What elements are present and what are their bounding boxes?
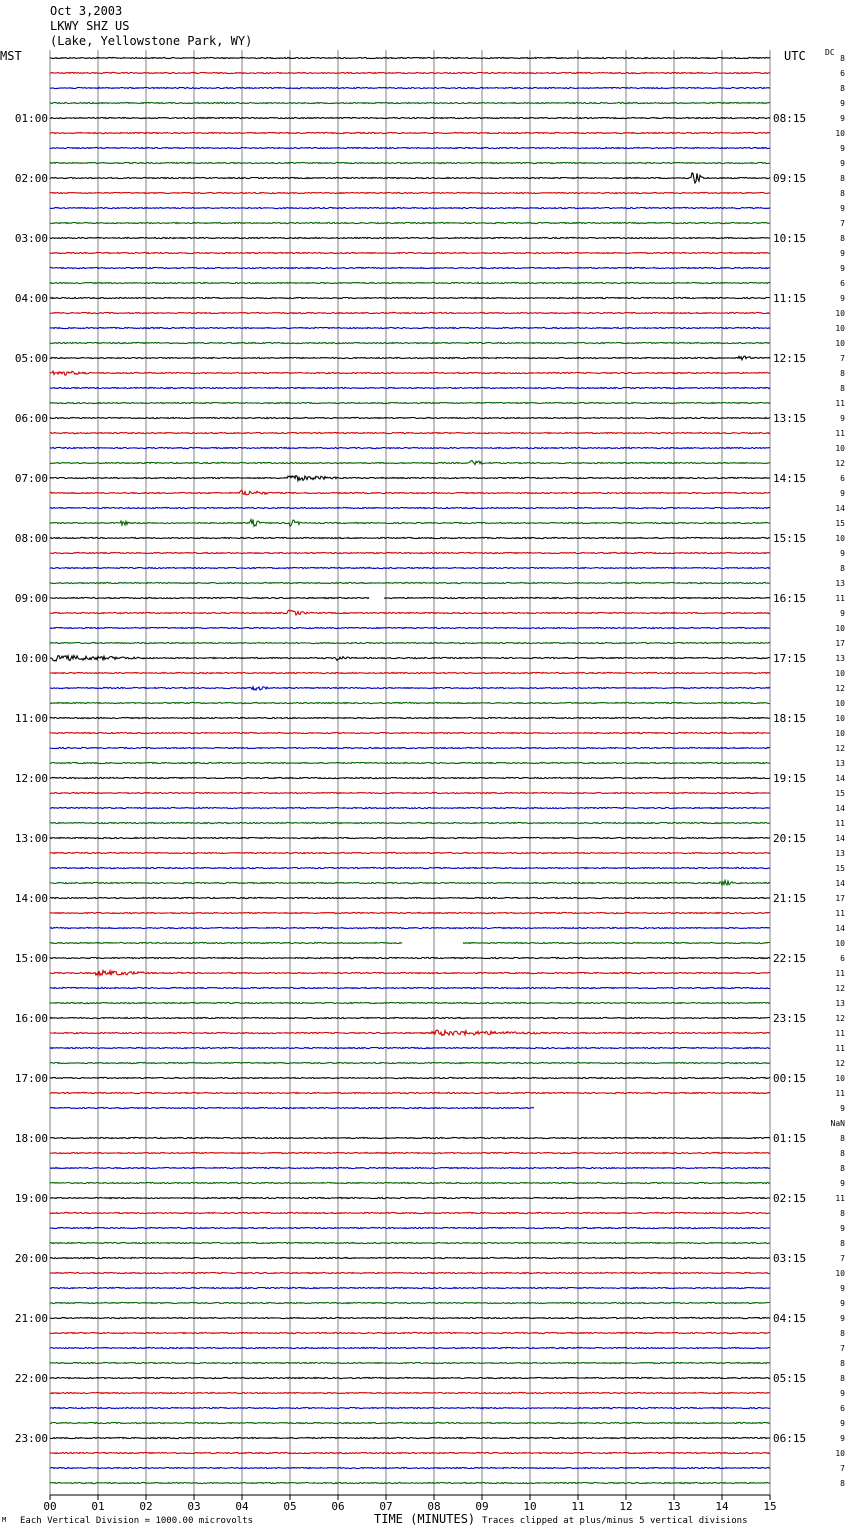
grid-lines (50, 50, 770, 1495)
left-hour-label: 19:00 (14, 1192, 48, 1205)
x-tick-label: 10 (523, 1500, 537, 1513)
seismic-trace-2 (50, 87, 770, 88)
seismic-trace-1 (50, 72, 770, 73)
dc-offset-label: 8 (840, 1374, 845, 1383)
seismic-trace-86 (50, 1347, 770, 1348)
left-hour-label: 17:00 (14, 1072, 48, 1085)
seismic-trace-15 (50, 282, 770, 283)
dc-offset-label: 8 (840, 54, 845, 63)
dc-offset-label: 8 (840, 1164, 845, 1173)
seismic-trace-10 (50, 207, 770, 208)
dc-offset-label: 10 (835, 729, 845, 738)
seismic-trace-5 (50, 132, 770, 133)
dc-offset-label: 9 (840, 489, 845, 498)
left-hour-label: 09:00 (14, 592, 48, 605)
seismic-trace-61 (50, 971, 770, 976)
seismic-trace-17 (50, 312, 770, 313)
left-hour-label: 22:00 (14, 1372, 48, 1385)
seismic-trace-25 (50, 432, 770, 433)
seismic-trace-70 (50, 1107, 534, 1108)
dc-offset-label: 13 (835, 759, 845, 768)
dc-offset-label: 9 (840, 1179, 845, 1188)
seismic-trace-83 (50, 1302, 770, 1303)
x-tick-label: 14 (715, 1500, 729, 1513)
dc-offset-label: 12 (835, 459, 845, 468)
seismic-trace-22 (50, 387, 770, 388)
x-tick-label: 03 (187, 1500, 201, 1513)
dc-offset-label: 8 (840, 84, 845, 93)
dc-offset-label: 10 (835, 714, 845, 723)
seismic-trace-29 (50, 490, 770, 495)
seismic-trace-80 (50, 1257, 770, 1258)
dc-offset-label: 8 (840, 1149, 845, 1158)
dc-offset-label: 8 (840, 1329, 845, 1338)
seismic-trace-75 (50, 1182, 770, 1183)
dc-offset-label: 8 (840, 174, 845, 183)
dc-offset-label: 8 (840, 369, 845, 378)
seismic-trace-91 (50, 1422, 770, 1423)
dc-offset-label: 10 (835, 339, 845, 348)
left-hour-label: 15:00 (14, 952, 48, 965)
dc-offset-label: 10 (835, 624, 845, 633)
left-hour-label: 18:00 (14, 1132, 48, 1145)
seismic-trace-73 (50, 1152, 770, 1153)
scale-note: Each Vertical Division = 1000.00 microvolts (20, 1516, 253, 1526)
seismic-trace-49 (50, 792, 770, 793)
dc-offset-label: 11 (835, 1194, 845, 1203)
seismic-trace-28 (50, 476, 770, 481)
seismic-trace-50 (50, 807, 770, 808)
right-hour-label: 12:15 (773, 352, 807, 365)
x-tick-label: 11 (571, 1500, 585, 1513)
left-hour-label: 06:00 (14, 412, 48, 425)
dc-offset-label: 8 (840, 564, 845, 573)
dc-offset-label: 9 (840, 1104, 845, 1113)
x-tick-label: 07 (379, 1500, 393, 1513)
dc-offset-label: 6 (840, 1404, 845, 1413)
left-hour-label: 16:00 (14, 1012, 48, 1025)
seismic-trace-47 (50, 762, 770, 763)
x-tick-label: 08 (427, 1500, 441, 1513)
dc-offset-label: 9 (840, 1284, 845, 1293)
seismic-trace-72 (50, 1137, 770, 1138)
seismic-trace-82 (50, 1287, 770, 1288)
trace-group (50, 57, 770, 1483)
seismic-trace-76 (50, 1197, 770, 1198)
right-hour-label: 13:15 (773, 412, 807, 425)
dc-offset-label: 11 (835, 1089, 845, 1098)
seismic-trace-11 (50, 222, 770, 223)
seismic-trace-19 (50, 342, 770, 343)
seismic-trace-59 (50, 942, 770, 943)
left-hour-label: 08:00 (14, 532, 48, 545)
seismic-trace-36 (50, 597, 770, 598)
dc-offset-label: 8 (840, 1134, 845, 1143)
dc-offset-label: 11 (835, 909, 845, 918)
seismic-trace-12 (50, 237, 770, 238)
left-hour-label: 11:00 (14, 712, 48, 725)
right-hour-label: 19:15 (773, 772, 807, 785)
dc-offset-label: 13 (835, 849, 845, 858)
seismic-trace-74 (50, 1167, 770, 1168)
dc-offset-label: 12 (835, 984, 845, 993)
dc-offset-label: 7 (840, 1464, 845, 1473)
left-hour-label: 07:00 (14, 472, 48, 485)
seismic-trace-3 (50, 102, 770, 103)
dc-offset-label: 10 (835, 309, 845, 318)
seismic-trace-27 (50, 460, 770, 464)
dc-offset-label: 10 (835, 324, 845, 333)
seismic-trace-81 (50, 1272, 770, 1273)
seismic-trace-79 (50, 1242, 770, 1243)
dc-offset-label: 10 (835, 444, 845, 453)
dc-offset-label: 10 (835, 1074, 845, 1083)
dc-offset-label: 10 (835, 1269, 845, 1278)
label-group (15, 54, 845, 1513)
seismic-trace-34 (50, 567, 770, 568)
dc-offset-label: 9 (840, 99, 845, 108)
left-hour-label: 14:00 (14, 892, 48, 905)
seismic-trace-20 (50, 356, 770, 360)
dc-offset-label: 7 (840, 354, 845, 363)
dc-offset-label: 14 (835, 879, 845, 888)
left-hour-label: 13:00 (14, 832, 48, 845)
dc-offset-label: 10 (835, 699, 845, 708)
x-tick-label: 09 (475, 1500, 489, 1513)
seismic-trace-95 (50, 1482, 770, 1483)
right-hour-label: 04:15 (773, 1312, 807, 1325)
right-hour-label: 14:15 (773, 472, 807, 485)
dc-offset-label: 9 (840, 1314, 845, 1323)
x-tick-label: 00 (43, 1500, 57, 1513)
seismic-trace-53 (50, 852, 770, 853)
dc-offset-label: 9 (840, 609, 845, 618)
seismic-trace-88 (50, 1377, 770, 1378)
right-hour-label: 06:15 (773, 1432, 807, 1445)
seismic-trace-57 (50, 912, 770, 913)
seismic-trace-94 (50, 1467, 770, 1468)
seismic-trace-31 (50, 520, 770, 527)
left-hour-label: 12:00 (14, 772, 48, 785)
seismic-trace-85 (50, 1332, 770, 1333)
right-hour-label: 18:15 (773, 712, 807, 725)
x-tick-label: 02 (139, 1500, 153, 1513)
right-hour-label: 09:15 (773, 172, 807, 185)
right-hour-label: 17:15 (773, 652, 807, 665)
right-hour-label: 01:15 (773, 1132, 807, 1145)
seismic-trace-87 (50, 1362, 770, 1363)
dc-offset-label: 13 (835, 654, 845, 663)
seismic-trace-23 (50, 402, 770, 403)
right-hour-label: 00:15 (773, 1072, 807, 1085)
left-hour-label: 10:00 (14, 652, 48, 665)
dc-offset-label: 13 (835, 999, 845, 1008)
dc-offset-label: 15 (835, 519, 845, 528)
dc-offset-label: 11 (835, 594, 845, 603)
seismic-trace-89 (50, 1392, 770, 1393)
seismic-trace-52 (50, 837, 770, 838)
x-tick-label: 06 (331, 1500, 345, 1513)
dc-offset-label: 10 (835, 129, 845, 138)
dc-offset-label: 6 (840, 69, 845, 78)
seismic-trace-30 (50, 507, 770, 508)
right-hour-label: 15:15 (773, 532, 807, 545)
dc-offset-label: 8 (840, 1479, 845, 1488)
dc-offset-label: 11 (835, 1029, 845, 1038)
dc-offset-label: 8 (840, 234, 845, 243)
seismic-trace-68 (50, 1077, 770, 1078)
dc-offset-label: 15 (835, 789, 845, 798)
dc-offset-label: 14 (835, 804, 845, 813)
seismic-trace-33 (50, 552, 770, 553)
dc-offset-label: NaN (830, 1119, 845, 1128)
dc-offset-label: 9 (840, 1299, 845, 1308)
seismic-trace-60 (50, 957, 770, 958)
dc-offset-label: 17 (835, 894, 845, 903)
seismic-trace-24 (50, 417, 770, 418)
dc-offset-label: 7 (840, 1344, 845, 1353)
dc-offset-label: 12 (835, 1059, 845, 1068)
seismic-trace-40 (50, 656, 770, 662)
seismic-trace-43 (50, 702, 770, 703)
seismic-trace-18 (50, 327, 770, 328)
dc-offset-label: 7 (840, 219, 845, 228)
seismic-trace-4 (50, 117, 770, 118)
corner-mark: M (2, 1516, 7, 1524)
x-tick-label: 05 (283, 1500, 297, 1513)
seismic-trace-63 (50, 1002, 770, 1003)
seismic-trace-44 (50, 717, 770, 718)
dc-offset-label: 11 (835, 399, 845, 408)
dc-offset-label: 11 (835, 429, 845, 438)
dc-offset-label: 14 (835, 834, 845, 843)
seismic-trace-13 (50, 252, 770, 253)
seismic-trace-90 (50, 1407, 770, 1408)
seismic-trace-55 (50, 881, 770, 886)
seismic-trace-32 (50, 537, 770, 538)
seismic-trace-26 (50, 447, 770, 448)
right-hour-label: 10:15 (773, 232, 807, 245)
right-hour-label: 22:15 (773, 952, 807, 965)
seismic-trace-48 (50, 777, 770, 778)
seismic-trace-84 (50, 1317, 770, 1318)
seismic-trace-54 (50, 867, 770, 868)
x-tick-label: 04 (235, 1500, 249, 1513)
right-hour-label: 16:15 (773, 592, 807, 605)
dc-offset-label: 6 (840, 279, 845, 288)
x-tick-label: 12 (619, 1500, 633, 1513)
seismic-trace-77 (50, 1212, 770, 1213)
seismic-trace-56 (50, 897, 770, 898)
left-hour-label: 05:00 (14, 352, 48, 365)
dc-offset-label: 9 (840, 1419, 845, 1428)
dc-offset-label: 9 (840, 114, 845, 123)
x-tick-label: 13 (667, 1500, 681, 1513)
seismic-trace-21 (50, 371, 770, 375)
dc-offset-label: 10 (835, 1449, 845, 1458)
dc-offset-label: 9 (840, 414, 845, 423)
left-hour-label: 03:00 (14, 232, 48, 245)
seismic-trace-64 (50, 1017, 770, 1018)
right-hour-label: 23:15 (773, 1012, 807, 1025)
right-hour-label: 20:15 (773, 832, 807, 845)
x-tick-label: 01 (91, 1500, 105, 1513)
seismic-trace-16 (50, 297, 770, 298)
dc-offset-label: 8 (840, 384, 845, 393)
right-hour-label: 02:15 (773, 1192, 807, 1205)
seismic-trace-67 (50, 1062, 770, 1063)
dc-offset-label: 14 (835, 924, 845, 933)
dc-offset-label: 10 (835, 669, 845, 678)
dc-offset-label: 9 (840, 294, 845, 303)
dc-offset-label: 17 (835, 639, 845, 648)
left-hour-label: 02:00 (14, 172, 48, 185)
seismic-trace-69 (50, 1092, 770, 1093)
seismic-trace-93 (50, 1452, 770, 1453)
clip-note: Traces clipped at plus/minus 5 vertical divisions (482, 1516, 748, 1526)
seismic-trace-92 (50, 1437, 770, 1438)
header-station: LKWY SHZ US (50, 19, 130, 33)
seismic-trace-78 (50, 1227, 770, 1228)
right-hour-label: 21:15 (773, 892, 807, 905)
seismic-trace-8 (50, 173, 770, 183)
seismic-trace-58 (50, 927, 770, 928)
dc-offset-label: 9 (840, 144, 845, 153)
dc-offset-label: 12 (835, 684, 845, 693)
seismic-trace-39 (50, 642, 770, 643)
right-hour-label: 08:15 (773, 112, 807, 125)
dc-offset-label: 11 (835, 969, 845, 978)
seismic-trace-46 (50, 747, 770, 748)
dc-offset-label: 12 (835, 1014, 845, 1023)
dc-offset-label: 8 (840, 1239, 845, 1248)
left-hour-label: 20:00 (14, 1252, 48, 1265)
seismic-trace-6 (50, 147, 770, 148)
dc-offset-label: 7 (840, 1254, 845, 1263)
dc-offset-label: 15 (835, 864, 845, 873)
dc-offset-label: 6 (840, 954, 845, 963)
dc-offset-label: 8 (840, 1209, 845, 1218)
left-hour-label: 04:00 (14, 292, 48, 305)
seismic-trace-62 (50, 987, 770, 988)
dc-offset-label: 11 (835, 819, 845, 828)
seismic-trace-66 (50, 1047, 770, 1048)
dc-offset-label: 14 (835, 504, 845, 513)
x-axis-title: TIME (MINUTES) (374, 1512, 476, 1526)
dc-offset-label: 9 (840, 549, 845, 558)
dc-offset-label: 8 (840, 1359, 845, 1368)
dc-offset-label: 8 (840, 189, 845, 198)
dc-offset-label: 9 (840, 1389, 845, 1398)
right-timezone-label: UTC (784, 49, 806, 63)
dc-offset-label: 9 (840, 1434, 845, 1443)
dc-offset-label: 14 (835, 774, 845, 783)
left-hour-label: 23:00 (14, 1432, 48, 1445)
dc-column-label: DC (825, 48, 835, 57)
seismic-trace-42 (50, 687, 770, 690)
left-hour-label: 01:00 (14, 112, 48, 125)
dc-offset-label: 6 (840, 474, 845, 483)
dc-offset-label: 9 (840, 1224, 845, 1233)
seismic-trace-9 (50, 192, 770, 193)
header-location: (Lake, Yellowstone Park, WY) (50, 34, 253, 48)
dc-offset-label: 10 (835, 939, 845, 948)
dc-offset-label: 9 (840, 264, 845, 273)
dc-offset-label: 10 (835, 534, 845, 543)
dc-offset-label: 9 (840, 204, 845, 213)
seismic-trace-14 (50, 267, 770, 268)
seismic-trace-7 (50, 162, 770, 163)
right-hour-label: 05:15 (773, 1372, 807, 1385)
seismic-trace-0 (50, 57, 770, 58)
x-tick-label: 15 (763, 1500, 777, 1513)
seismic-trace-65 (50, 1030, 770, 1035)
seismic-trace-35 (50, 582, 770, 583)
header-date: Oct 3,2003 (50, 4, 123, 18)
right-hour-label: 11:15 (773, 292, 807, 305)
left-timezone-label: MST (0, 49, 22, 63)
right-hour-label: 03:15 (773, 1252, 807, 1265)
dc-offset-label: 12 (835, 744, 845, 753)
left-hour-label: 21:00 (14, 1312, 48, 1325)
seismic-trace-41 (50, 672, 770, 673)
seismic-trace-37 (50, 610, 770, 615)
seismic-trace-38 (50, 627, 770, 628)
dc-offset-label: 9 (840, 159, 845, 168)
seismic-trace-51 (50, 822, 770, 823)
dc-offset-label: 11 (835, 1044, 845, 1053)
dc-offset-label: 13 (835, 579, 845, 588)
dc-offset-label: 9 (840, 249, 845, 258)
seismic-trace-45 (50, 732, 770, 733)
